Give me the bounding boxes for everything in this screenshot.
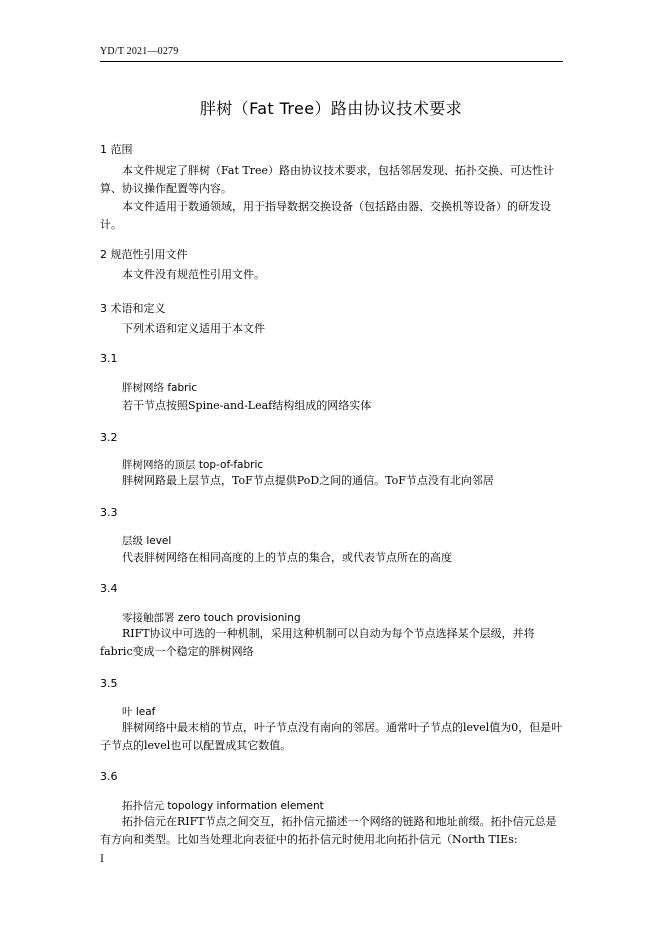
normative-references-paragraph: 本文件没有规范性引用文件。: [122, 268, 265, 281]
page-number: I: [100, 854, 104, 865]
term-name: 层级 level: [122, 535, 172, 547]
section-heading-normative-references: 2 规范性引用文件: [100, 248, 188, 261]
header-divider: [100, 61, 563, 62]
term-number: 3.4: [100, 582, 118, 595]
term-name: 叶 leaf: [122, 706, 156, 718]
term-definition: [100, 397, 564, 415]
term-number: 3.3: [100, 506, 118, 519]
scope-paragraph: 本文件适用于数通领域，用于指导数据交换设备（包括路由器、交换机等设备）的研发设计。: [100, 200, 551, 231]
document-title: 胖树（Fat Tree）路由协议技术要求: [199, 99, 463, 118]
term-definition-text: 胖树网路最上层节点，ToF节点提供PoD之间的通信。ToF节点没有北向邻居: [122, 474, 494, 487]
scope-body: [100, 162, 564, 234]
terms-intro: [100, 320, 564, 338]
term-number: 3.6: [100, 770, 118, 783]
term-name: 拓扑信元 topology information element: [122, 800, 324, 812]
term-definition: [100, 719, 564, 755]
term-definition-text: RIFT协议中可选的一种机制，采用这种机制可以自动为每个节点选择某个层级，并将fabric变成一个稳定的胖树网络: [100, 627, 535, 658]
term-name: 胖树网络的顶层 top-of-fabric: [122, 459, 264, 471]
term-definition: [100, 472, 564, 490]
section-heading-terms: 3 术语和定义: [100, 302, 166, 315]
term-definition: [100, 549, 564, 567]
document-code: YD/T 2021—0279: [100, 46, 179, 57]
term-definition-text: 胖树网络中最末梢的节点，叶子节点没有南向的邻居。通常叶子节点的level值为0，但是叶子节点的level也可以配置成其它数值。: [100, 721, 563, 752]
term-definition-text: 若干节点按照Spine-and-Leaf结构组成的网络实体: [122, 399, 372, 412]
term-number: 3.5: [100, 677, 118, 690]
term-definition: [100, 625, 564, 661]
term-definition: [100, 813, 564, 849]
term-number: 3.1: [100, 352, 118, 365]
section-heading-scope: 1 范围: [100, 143, 133, 156]
normative-references-body: [100, 266, 564, 284]
term-name: 胖树网络 fabric: [122, 382, 198, 394]
term-definition-text: 拓扑信元在RIFT节点之间交互，拓扑信元描述一个网络的链路和地址前缀。拓扑信元总是有方向和类型。比如当处理北向表征中的拓扑信元时使用北向拓扑信元（North TIEs:: [100, 815, 557, 846]
term-number: 3.2: [100, 431, 118, 444]
term-name: 零接触部署 zero touch provisioning: [122, 612, 301, 624]
scope-paragraph: 本文件规定了胖树（Fat Tree）路由协议技术要求，包括邻居发现、拓扑交换、可达性计算、协议操作配置等内容。: [100, 164, 554, 195]
term-definition-text: 代表胖树网络在相同高度的上的节点的集合，或代表节点所在的高度: [122, 551, 452, 564]
terms-intro-paragraph: 下列术语和定义适用于本文件: [122, 322, 265, 335]
